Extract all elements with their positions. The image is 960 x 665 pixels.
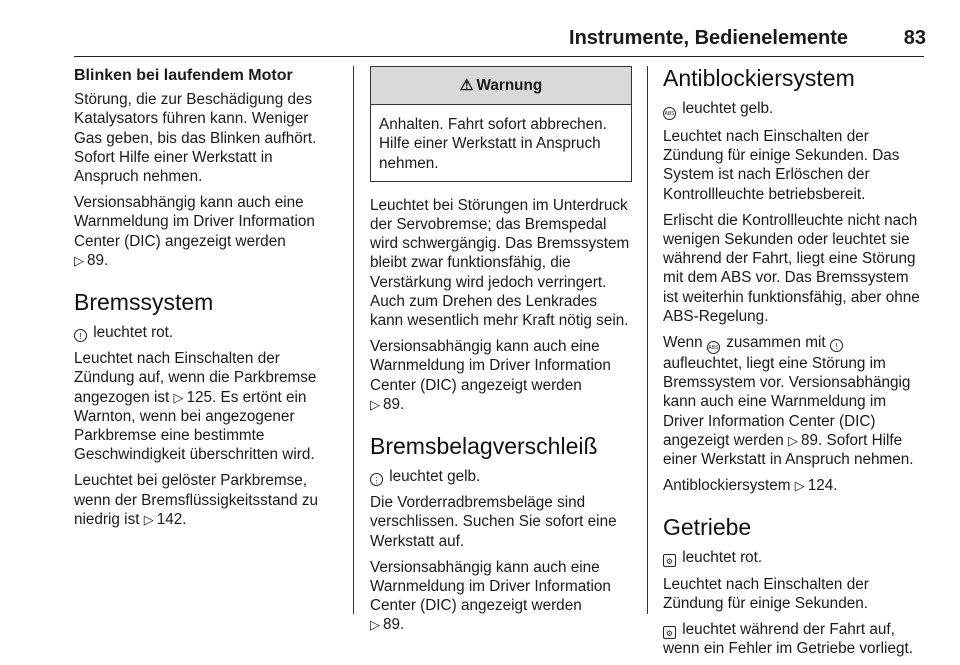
paragraph-text: Störung, die zur Beschädigung des Katalysators führen kann. Weniger Gas geben, bis das Blinken aufhört. Sofort Hilfe einer Werkstatt in Anspruch nehmen. (74, 91, 317, 186)
paragraph-text: leuchtet gelb. (389, 468, 481, 486)
paragraph (663, 211, 928, 326)
page-link[interactable]: 89. (801, 431, 823, 449)
page-link[interactable]: 124. (807, 477, 838, 495)
brake-warning-icon: ! (74, 329, 87, 342)
heading-bremssystem: Bremssystem (74, 289, 214, 316)
paragraph-text: Versionsabhängig kann auch eine Warnmeldung im Driver Information Center (DIC) angezeigt werden (74, 194, 315, 250)
heading-blinken: Blinken bei laufendem Motor (74, 67, 293, 84)
brake-pad-icon: ⋮ (370, 473, 383, 486)
paragraph (74, 323, 336, 342)
paragraph (663, 575, 928, 613)
abs-icon: ABS (707, 341, 720, 354)
page-reference-icon: ▷ (143, 511, 154, 527)
column-divider-2 (647, 66, 648, 614)
page-link[interactable]: 125. (186, 388, 217, 406)
page-reference-icon: ▷ (794, 478, 805, 494)
paragraph-text: Versionsabhängig kann auch eine Warnmeldung im Driver Information Center (DIC) angezeigt werden (370, 558, 611, 615)
paragraph-text: aufleuchtet, liegt eine Störung im Bremssystem vor. Versionsabhängig kann auch eine Warnmeldung im Driver Information Center (DIC) angezeigt werden (663, 355, 911, 449)
page-reference-icon: ▷ (173, 389, 184, 405)
paragraph (370, 337, 632, 414)
paragraph (74, 471, 336, 529)
column-3 (663, 64, 928, 665)
page-link[interactable]: 89. (383, 395, 405, 413)
paragraph (370, 467, 632, 486)
page-reference-icon: ▷ (74, 252, 84, 268)
warning-triangle-icon: ⚠ (459, 77, 474, 94)
abs-icon: ABS (663, 107, 676, 120)
paragraph-text: Leuchtet bei Störungen im Unterdruck der Servobremse; das Bremspedal wird schwergängig. Das Bremssystem bleibt zwar funktionsfähig, die Verstärkung wird jedoch verringert. Auch zum Drehen des Lenkrades kann wesentlich mehr Kraft nötig sein. (370, 196, 630, 330)
gearbox-icon: ⚙ (663, 626, 676, 639)
paragraph-text: Leuchtet bei gelöster Parkbremse, wenn der Bremsflüssigkeitsstand zu niedrig ist (74, 472, 319, 528)
paragraph-text: leuchtet während der Fahrt auf, wenn ein Fehler im Getriebe vorliegt. (663, 621, 913, 658)
paragraph (74, 90, 336, 186)
warning-title: Warnung (476, 77, 543, 94)
paragraph-text: Erlischt die Kontrollleuchte nicht nach wenigen Sekunden oder leuchtet sie während der Fahrt, liegt eine Störung mit dem ABS vor. Das Bremssystem ist weiterhin funktionsfähig, aber ohne ABS-Regelung. (663, 211, 920, 325)
paragraph (370, 558, 632, 635)
paragraph (663, 620, 928, 658)
paragraph (663, 476, 928, 495)
gearbox-icon: ⚙ (663, 554, 676, 567)
page-link[interactable]: 142. (156, 510, 187, 528)
paragraph (663, 333, 928, 469)
paragraph (370, 196, 632, 330)
paragraph (74, 193, 336, 270)
warning-box (370, 66, 632, 182)
column-1 (74, 66, 336, 536)
column-2 (370, 66, 632, 642)
page-link[interactable]: 89. (383, 616, 405, 634)
heading-bremsbelagverschleiss: Bremsbelagverschleiß (370, 433, 598, 460)
paragraph-text: Versionsabhängig kann auch eine Warnmeldung im Driver Information Center (DIC) angezeigt werden (370, 338, 611, 394)
page-number: 83 (903, 27, 926, 49)
paragraph (74, 349, 336, 464)
paragraph-text: leuchtet rot. (93, 324, 174, 342)
page-reference-icon: ▷ (788, 432, 799, 448)
paragraph-text: Sofort Hilfe einer Werkstatt in Anspruch nehmen. (663, 431, 914, 469)
paragraph-text: Leuchtet nach Einschalten der Zündung für einige Sekunden. Das System ist nach Erlöschen der Kontrollleuchte betriebsbereit. (663, 128, 900, 203)
warning-body: Anhalten. Fahrt sofort abbrechen. Hilfe einer Werkstatt in Anspruch nehmen. (379, 116, 607, 172)
paragraph-text: Leuchtet nach Einschalten der Zündung auf, wenn die Parkbremse angezogen ist (74, 350, 317, 406)
page-reference-icon: ▷ (370, 396, 380, 412)
heading-antiblockiersystem: Antiblockiersystem (663, 65, 855, 91)
heading-getriebe: Getriebe (663, 514, 752, 541)
page-link[interactable]: 89. (87, 251, 109, 269)
paragraph (663, 548, 928, 567)
warning-header (371, 67, 631, 105)
paragraph-text: Antiblockiersystem (663, 477, 791, 495)
paragraph-text: leuchtet rot. (682, 549, 763, 567)
paragraph-text: Es ertönt ein Warnton, wenn bei angezogener Parkbremse eine bestimmte Geschwindigkeit überschritten wird. (74, 388, 315, 464)
column-divider-1 (353, 66, 354, 614)
paragraph-text: leuchtet gelb. (682, 100, 774, 117)
paragraph (663, 99, 928, 120)
brake-warning-icon: ! (830, 339, 843, 352)
header-rule (74, 56, 924, 57)
paragraph-text: Wenn (663, 334, 703, 352)
paragraph (370, 493, 632, 551)
paragraph-text: Leuchtet nach Einschalten der Zündung für einige Sekunden. (663, 575, 869, 612)
paragraph-text: Die Vorderradbremsbeläge sind verschlissen. Suchen Sie sofort eine Werkstatt auf. (370, 494, 617, 550)
paragraph-text: zusammen mit (726, 334, 826, 352)
paragraph (663, 127, 928, 204)
page-reference-icon: ▷ (370, 617, 380, 633)
running-header: Instrumente, Bedienelemente (569, 27, 848, 49)
